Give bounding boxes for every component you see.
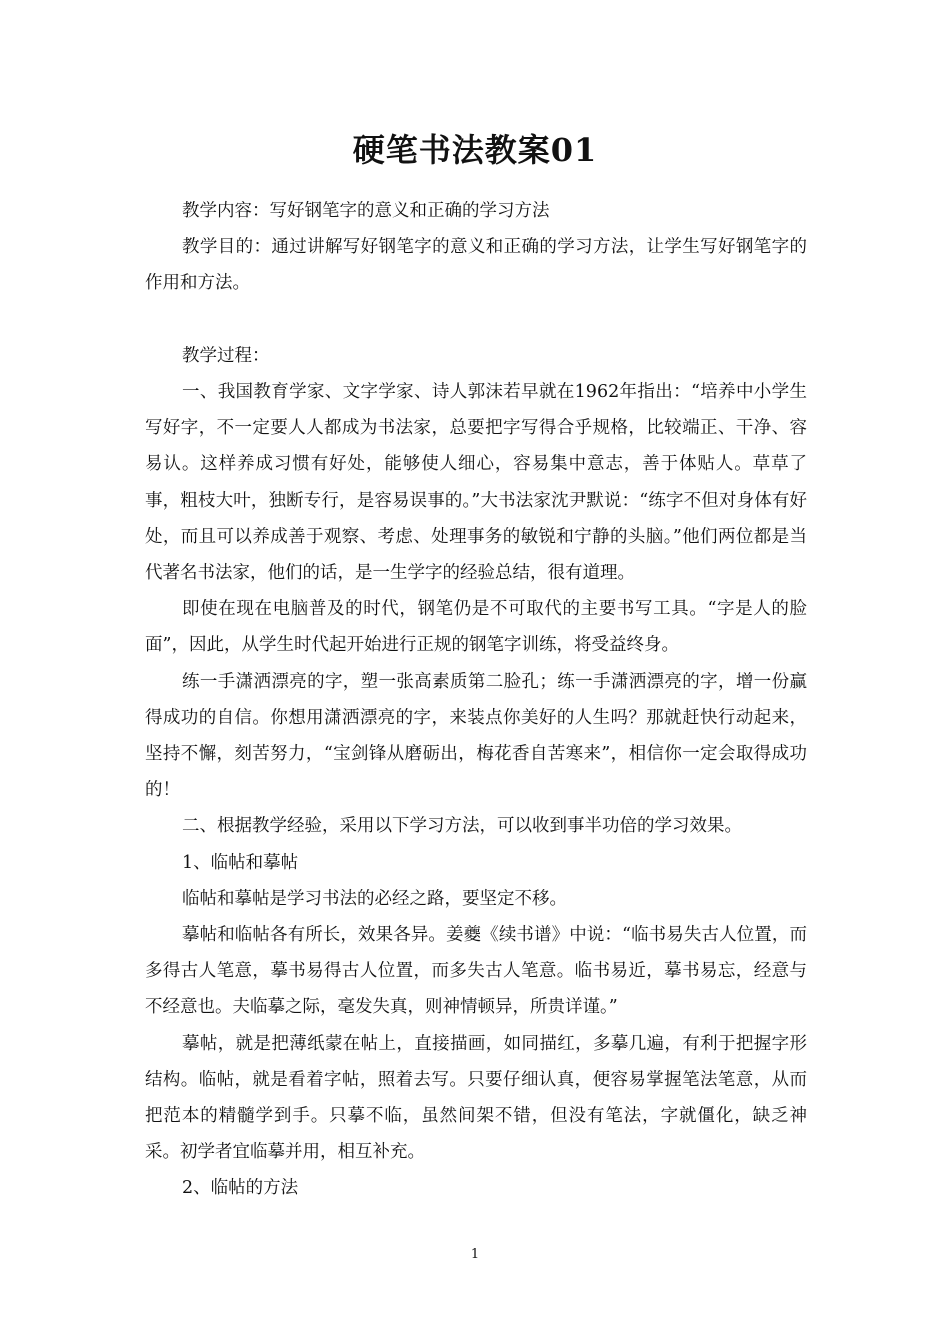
paragraph-necessary-path: 临帖和摹帖是学习书法的必经之路，要坚定不移。 xyxy=(182,888,567,909)
paragraph-jiang-kui-quote: 摹帖和临帖各有所长，效果各异。姜夔《续书谱》中说：“临书易失古人位置，而多得古人笔意，摹书易得古人位置，而多失古人笔意。临书易近，摹书易忘，经意与不经意也。夫临摹之际，毫发失真，则神情顿异，所贵详谨。” xyxy=(145,925,807,1018)
paragraph-section-one: 一、我国教育学家、文字学家、诗人郭沫若早就在1962年指出：“培养中小学生写好字，不一定要人人都成为书法家，总要把字写得合乎规格，比较端正、干净、容易认。这样养成习惯有好处，能够使人细心，容易集中意志，善于体贴人。草草了事，粗枝大叶，独断专行，是容易误事的。”大书法家沈尹默说：“练字不但对身体有好处，而且可以养成善于观察、考虑、处理事务的敏锐和宁静的头脑。”他们两位都是当代著名书法家，他们的话，是一生学字的经验总结，很有道理。 xyxy=(145,382,807,584)
paragraph-teaching-purpose: 教学目的：通过讲解写好钢笔字的意义和正确的学习方法，让学生写好钢笔字的作用和方法。 xyxy=(145,237,807,294)
heading-copying-method: 2、临帖的方法 xyxy=(182,1178,299,1199)
paragraph-teaching-content: 教学内容：写好钢笔字的意义和正确的学习方法 xyxy=(182,201,550,221)
paragraph-section-two: 二、根据教学经验，采用以下学习方法，可以收到事半功倍的学习效果。 xyxy=(182,816,742,837)
page-number: 1 xyxy=(470,1247,480,1262)
paragraph-tracing-explained: 摹帖，就是把薄纸蒙在帖上，直接描画，如同描红，多摹几遍，有利于把握字形结构。临帖，就是看着字帖，照着去写。只要仔细认真，便容易掌握笔法笔意，从而把范本的精髓学到手。只摹不临，虽然间架不错，但没有笔法，字就僵化，缺乏神采。初学者宜临摹并用，相互补充。 xyxy=(145,1033,807,1163)
paragraph-practice-handwriting: 练一手潇洒漂亮的字，塑一张高素质第二脸孔；练一手潇洒漂亮的字，增一份赢得成功的自信。你想用潇洒漂亮的字，来装点你美好的人生吗？那就赶快行动起来，坚持不懈，刻苦努力，“宝剑锋从磨砺出，梅花香自苦寒来”，相信你一定会取得成功的！ xyxy=(145,671,807,801)
paragraph-teaching-process: 教学过程： xyxy=(182,345,270,366)
document-body xyxy=(145,193,807,1207)
heading-copying-and-tracing: 1、临帖和摹帖 xyxy=(182,852,299,873)
document-title: 硬笔书法教案01 xyxy=(352,131,598,169)
blank-line xyxy=(145,302,807,338)
paragraph-computer-era: 即使在现在电脑普及的时代，钢笔仍是不可取代的主要书写工具。“字是人的脸面”，因此，从学生时代起开始进行正规的钢笔字训练，将受益终身。 xyxy=(145,599,807,656)
